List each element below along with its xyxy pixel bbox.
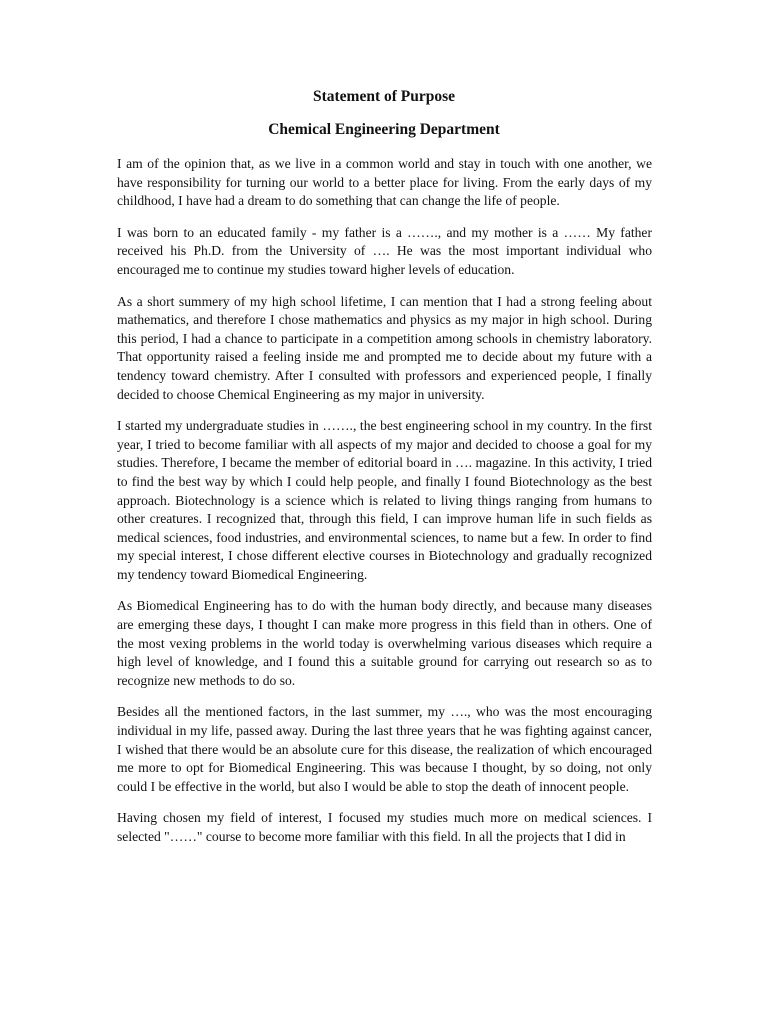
paragraph: As a short summery of my high school lifetime, I can mention that I had a strong feeling about mathematics, and therefore I chose mathematics and physics as my major in high school. During this period, I had a chance to participate in a competition among schools in chemistry laboratory. That opportunity raised a feeling inside me and prompted me to decide about my future with a tendency toward chemistry. After I consulted with professors and experienced people, I finally decided to choose Chemical Engineering as my major in university.	[117, 293, 652, 402]
paragraph: I was born to an educated family - my father is a ……., and my mother is a …… My father received his Ph.D. from the University of …. He was the most important individual who encouraged me to continue my studies toward higher levels of education.	[117, 224, 652, 277]
paragraph: Besides all the mentioned factors, in the last summer, my …., who was the most encouraging individual in my life, passed away. During the last three years that he was fighting against cancer, I wished that there would be an absolute cure for this disease, the realization of which encouraged me more to opt for Biomedical Engineering. This was because I thought, by so doing, not only could I be effective in the world, but also I would be able to stop the death of innocent people.	[117, 704, 652, 794]
document-body	[117, 155, 652, 860]
paragraph: Having chosen my field of interest, I focused my studies much more on medical sciences. I selected "……" course to become more familiar with this field. In all the projects that I did in	[117, 810, 652, 844]
paragraph: I am of the opinion that, as we live in a common world and stay in touch with one another, we have responsibility for turning our world to a better place for living. From the early days of my childhood, I have had a dream to do something that can change the life of people.	[117, 156, 652, 209]
page-title: Statement of Purpose	[312, 88, 456, 105]
paragraph: I started my undergraduate studies in ……., the best engineering school in my country. In the first year, I tried to become familiar with all aspects of my major and decided to choose a goal for my studies. Therefore, I became the member of editorial board in …. magazine. In this activity, I tried to find the best way by which I could help people, and finally I found Biotechnology as the best approach. Biotechnology is a science which is related to living things ranging from humans to other creatures. I recognized that, through this field, I can improve human life in such fields as medical sciences, food industries, and environmental sciences, to name but a few. In order to find my special interest, I chose different elective courses in Biotechnology and gradually recognized my tendency toward Biomedical Engineering.	[117, 418, 652, 582]
page-subtitle: Chemical Engineering Department	[268, 121, 500, 138]
paragraph: As Biomedical Engineering has to do with the human body directly, and because many diseases are emerging these days, I thought I can make more progress in this field than in others. One of the most vexing problems in the world today is overwhelming various diseases which require a high level of knowledge, and I found this a suitable ground for carrying out research so as to recognize new methods to do so.	[117, 598, 652, 688]
